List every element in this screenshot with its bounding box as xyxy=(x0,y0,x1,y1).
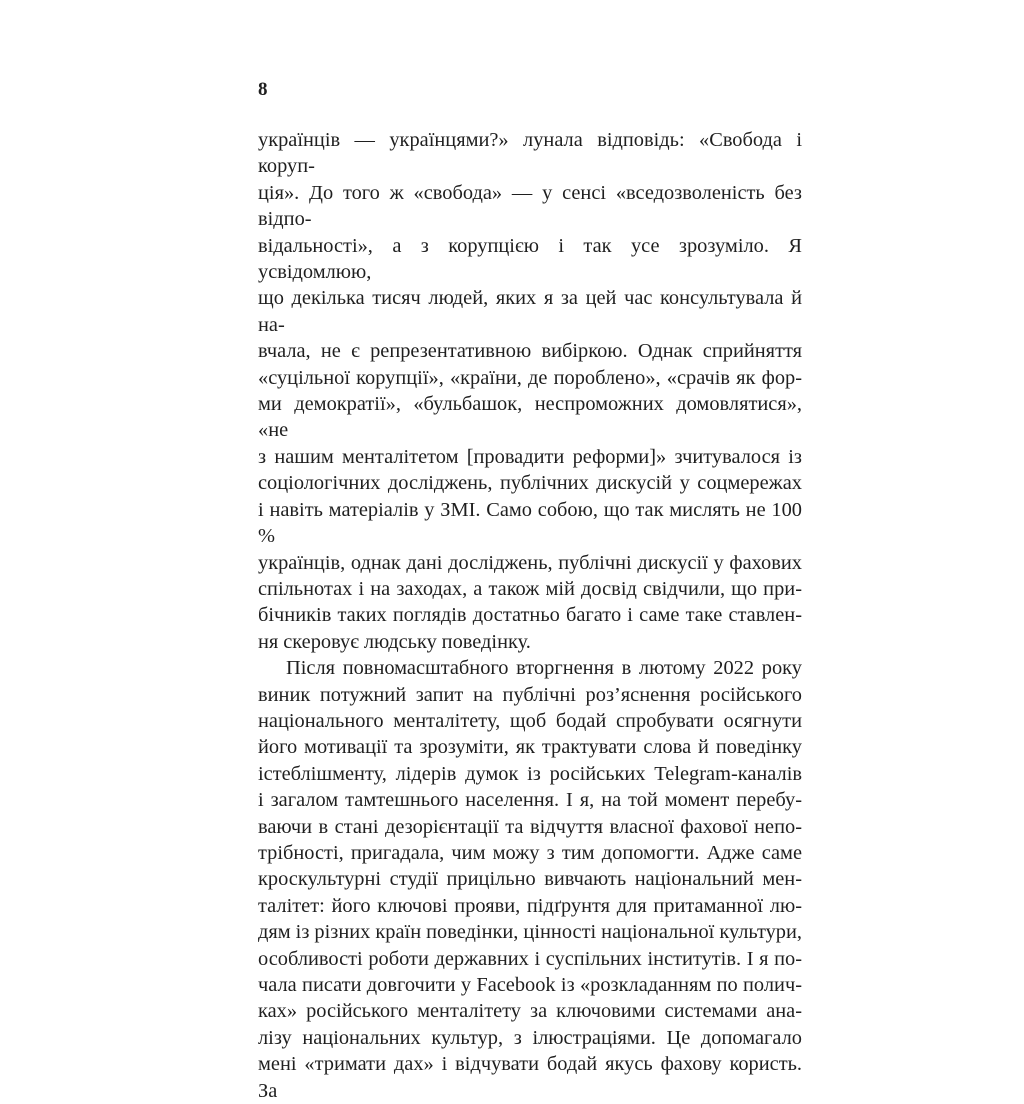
text-line: ваючи в стані дезорієнтації та відчуття власної фахової непо- xyxy=(258,815,802,838)
text-line: чала писати довгочити у Facebook із «розкладанням по полич- xyxy=(258,974,802,996)
text-line: і загалом тамтешнього населення. І я, на той момент перебу- xyxy=(258,789,802,812)
text-line: соціологічних досліджень, публічних дискусій у соцмережах xyxy=(258,472,802,495)
text-block xyxy=(258,80,802,1104)
text-line: трібності, пригадала, чим можу з тим допомогти. Адже саме xyxy=(258,841,802,864)
text-line: з нашим менталітетом [провадити реформи]» зчитувалося із xyxy=(258,445,802,468)
text-line: ках» російського менталітету за ключовими системами ана- xyxy=(258,1000,802,1023)
text-line: особливості роботи державних і суспільних інститутів. І я по- xyxy=(258,947,802,970)
text-line: ми демократії», «бульбашок, неспроможних домовлятися», «не xyxy=(258,393,802,442)
text-line: що декілька тисяч людей, яких я за цей час консультувала й на- xyxy=(258,287,802,336)
text-line: кроскультурні студії прицільно вивчають національний мен- xyxy=(258,868,802,891)
page-number: 8 xyxy=(258,79,268,100)
text-line: істеблішменту, лідерів думок із російських Telegram-каналів xyxy=(258,762,802,785)
text-line: його мотивації та зрозуміти, як трактувати слова й поведінку xyxy=(258,736,802,759)
text-line: «суцільної корупції», «країни, де пороблено», «срачів як фор- xyxy=(258,366,802,389)
text-line: ція». До того ж «свобода» — у сенсі «вседозволеність без відпо- xyxy=(258,181,802,231)
text-line: вчала, не є репрезентативною вибіркою. Однак сприйняття xyxy=(258,340,802,363)
text-line: талітет: його ключові прояви, підґрунтя для притаманної лю- xyxy=(258,894,802,917)
text-content xyxy=(258,127,802,1104)
text-line: лізу національних культур, з ілюстраціями. Це допомагало xyxy=(258,1026,802,1049)
text-line: українців, однак дані досліджень, публічні дискусії у фахових xyxy=(258,551,802,574)
text-line: і навіть матеріалів у ЗМІ. Само собою, що так мислять не 100 % xyxy=(258,498,802,548)
text-line: національного менталітету, щоб бодай спробувати осягнути xyxy=(258,709,802,732)
text-line: спільнотах і на заходах, а також мій досвід свідчили, що при- xyxy=(258,577,802,600)
text-line: виник потужний запит на публічні роз’яснення російського xyxy=(258,683,802,706)
text-line: Після повномасштабного вторгнення в лютому 2022 року xyxy=(286,657,802,680)
text-line: українців — українцями?» лунала відповідь: «Свобода і коруп- xyxy=(258,129,802,178)
text-line: відальності», а з корупцією і так усе зрозуміло. Я усвідомлюю, xyxy=(258,234,802,284)
text-line: мені «тримати дах» і відчувати бодай якусь фахову користь. За xyxy=(258,1053,802,1102)
text-line: дям із різних країн поведінки, цінності національної культури, xyxy=(258,921,802,944)
text-line: ня скеровує людську поведінку. xyxy=(258,630,531,653)
text-line: бічників таких поглядів достатньо багато і саме таке ставлен- xyxy=(258,604,802,627)
